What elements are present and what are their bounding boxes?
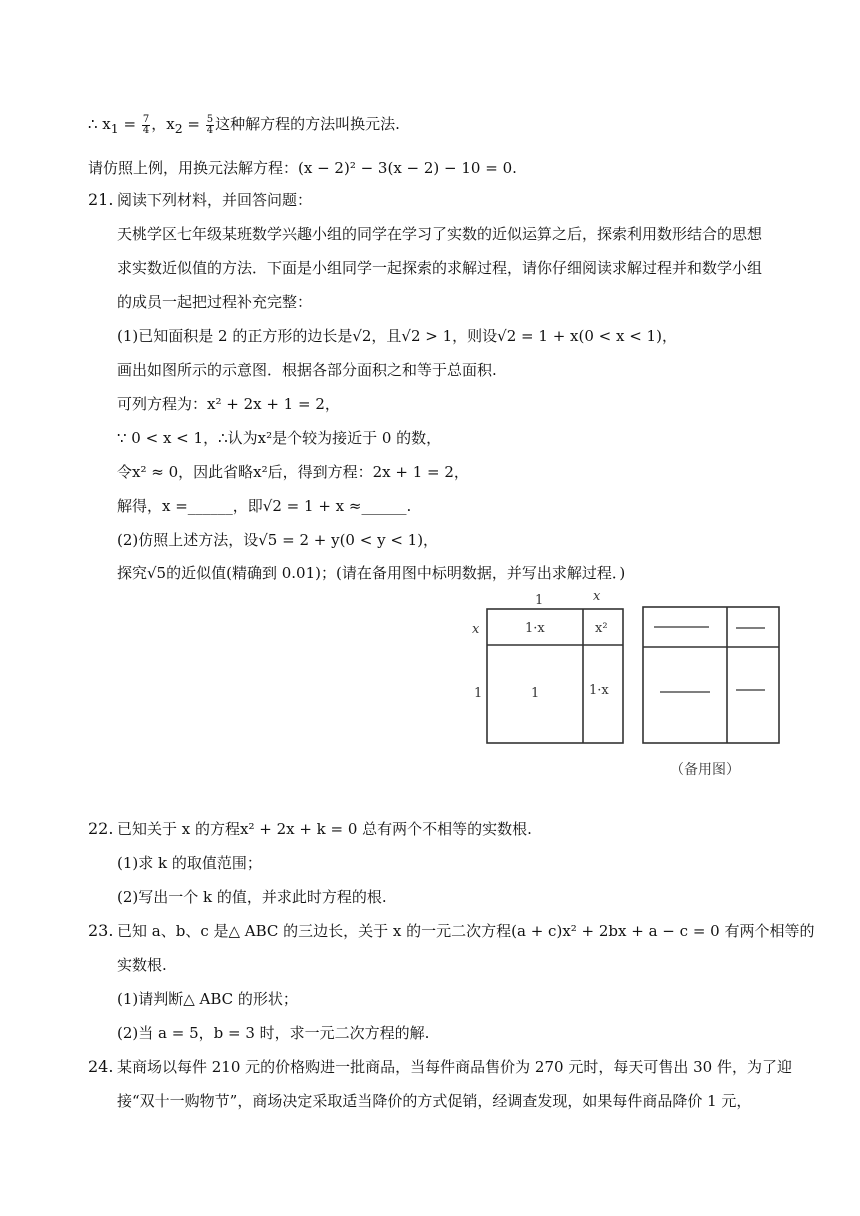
fraction-x1 [142, 115, 150, 136]
fig-left-label-1: 1 [474, 686, 483, 701]
q22-stem: 已知关于 x 的方程x² + 2x + k = 0 总有两个不相等的实数根. [117, 820, 532, 838]
q21-number: 21. [88, 190, 114, 209]
intro-line-1 [88, 114, 400, 139]
fig-cell-bottom-left: 1 [531, 686, 540, 701]
q21-para-1: 天桃学区七年级某班数学兴趣小组的同学在学习了实数的近似运算之后，探索利用数形结合的思想 [117, 225, 763, 243]
figure-outer-square [487, 609, 623, 743]
q23-number: 23. [88, 921, 114, 940]
q24-stem-2: 接“双十一购物节”，商场决定采取适当降价的方式促销，经调查发现，如果每件商品降价 1 元， [117, 1092, 752, 1110]
equals-sign: = [118, 115, 141, 133]
q21-stem: 阅读下列材料，并回答问题： [117, 191, 313, 209]
spare-figure-caption: （备用图） [670, 762, 740, 778]
x2-denominator: 4 [206, 124, 214, 136]
q23-stem: 已知 a、b、c 是△ ABC 的三边长，关于 x 的一元二次方程(a + c)x² + 2bx + a − c = 0 有两个相等的 [117, 922, 815, 940]
comma-x2: ，x [151, 115, 175, 133]
x2-subscript: 2 [174, 121, 183, 136]
x2-numerator: 5 [206, 113, 214, 125]
x1-numerator: 7 [142, 113, 150, 125]
therefore-text: ∴ x [88, 115, 111, 133]
fig-left-label-x: x [472, 622, 480, 637]
q21-step-6: 解得，x =______，即√2 = 1 + x ≈______. [117, 497, 412, 515]
q21-step-5: 令x² ≈ 0，因此省略x²后，得到方程：2x + 1 = 2， [117, 463, 469, 481]
q22-part-2: (2)写出一个 k 的值，并求此时方程的根. [117, 888, 387, 906]
q24-number: 24. [88, 1057, 114, 1076]
intro-line-1-tail: 这种解方程的方法叫换元法. [215, 115, 400, 133]
q21-step-1: (1)已知面积是 2 的正方形的边长是√2，且√2 > 1，则设√2 = 1 + x(0 < x < 1)， [117, 327, 677, 345]
q23-stem-2: 实数根. [117, 956, 167, 974]
q21-para-3: 的成员一起把过程补充完整： [117, 293, 313, 311]
x1-subscript: 1 [110, 121, 119, 136]
fraction-x2 [206, 115, 214, 136]
q21-step-2: 画出如图所示的示意图．根据各部分面积之和等于总面积. [117, 361, 497, 379]
fig-top-label-1: 1 [535, 593, 544, 608]
q21-step-3: 可列方程为：x² + 2x + 1 = 2， [117, 395, 340, 413]
equals-sign-2: = [182, 115, 205, 133]
q22-part-1: (1)求 k 的取值范围； [117, 854, 262, 872]
square-area-figure [487, 609, 623, 743]
q22-number: 22. [88, 819, 114, 838]
q21-step-8: 探究√5的近似值(精确到 0.01)；(请在备用图中标明数据，并写出求解过程．) [117, 564, 626, 582]
x1-denominator: 4 [142, 124, 150, 136]
q24-stem: 某商场以每件 210 元的价格购进一批商品，当每件商品售价为 270 元时，每天可售出 30 件，为了迎 [117, 1058, 792, 1076]
q23-part-2: (2)当 a = 5，b = 3 时，求一元二次方程的解. [117, 1024, 430, 1042]
fig-cell-bottom-right: 1·x [589, 683, 609, 698]
spare-outer-square [643, 607, 779, 743]
q23-part-1: (1)请判断△ ABC 的形状； [117, 990, 298, 1008]
fig-cell-top-right: x² [595, 621, 608, 636]
fig-cell-top-left: 1·x [525, 621, 545, 636]
intro-line-2: 请仿照上例，用换元法解方程：(x − 2)² − 3(x − 2) − 10 = 0. [88, 159, 517, 177]
q21-step-7: (2)仿照上述方法，设√5 = 2 + y(0 < y < 1)， [117, 531, 439, 549]
q21-para-2: 求实数近似值的方法．下面是小组同学一起探索的求解过程，请你仔细阅读求解过程并和数学小组 [117, 259, 763, 277]
q21-step-4: ∵ 0 < x < 1，∴认为x²是个较为接近于 0 的数， [117, 429, 442, 447]
fig-top-label-x: x [593, 589, 601, 604]
spare-figure [643, 607, 779, 743]
